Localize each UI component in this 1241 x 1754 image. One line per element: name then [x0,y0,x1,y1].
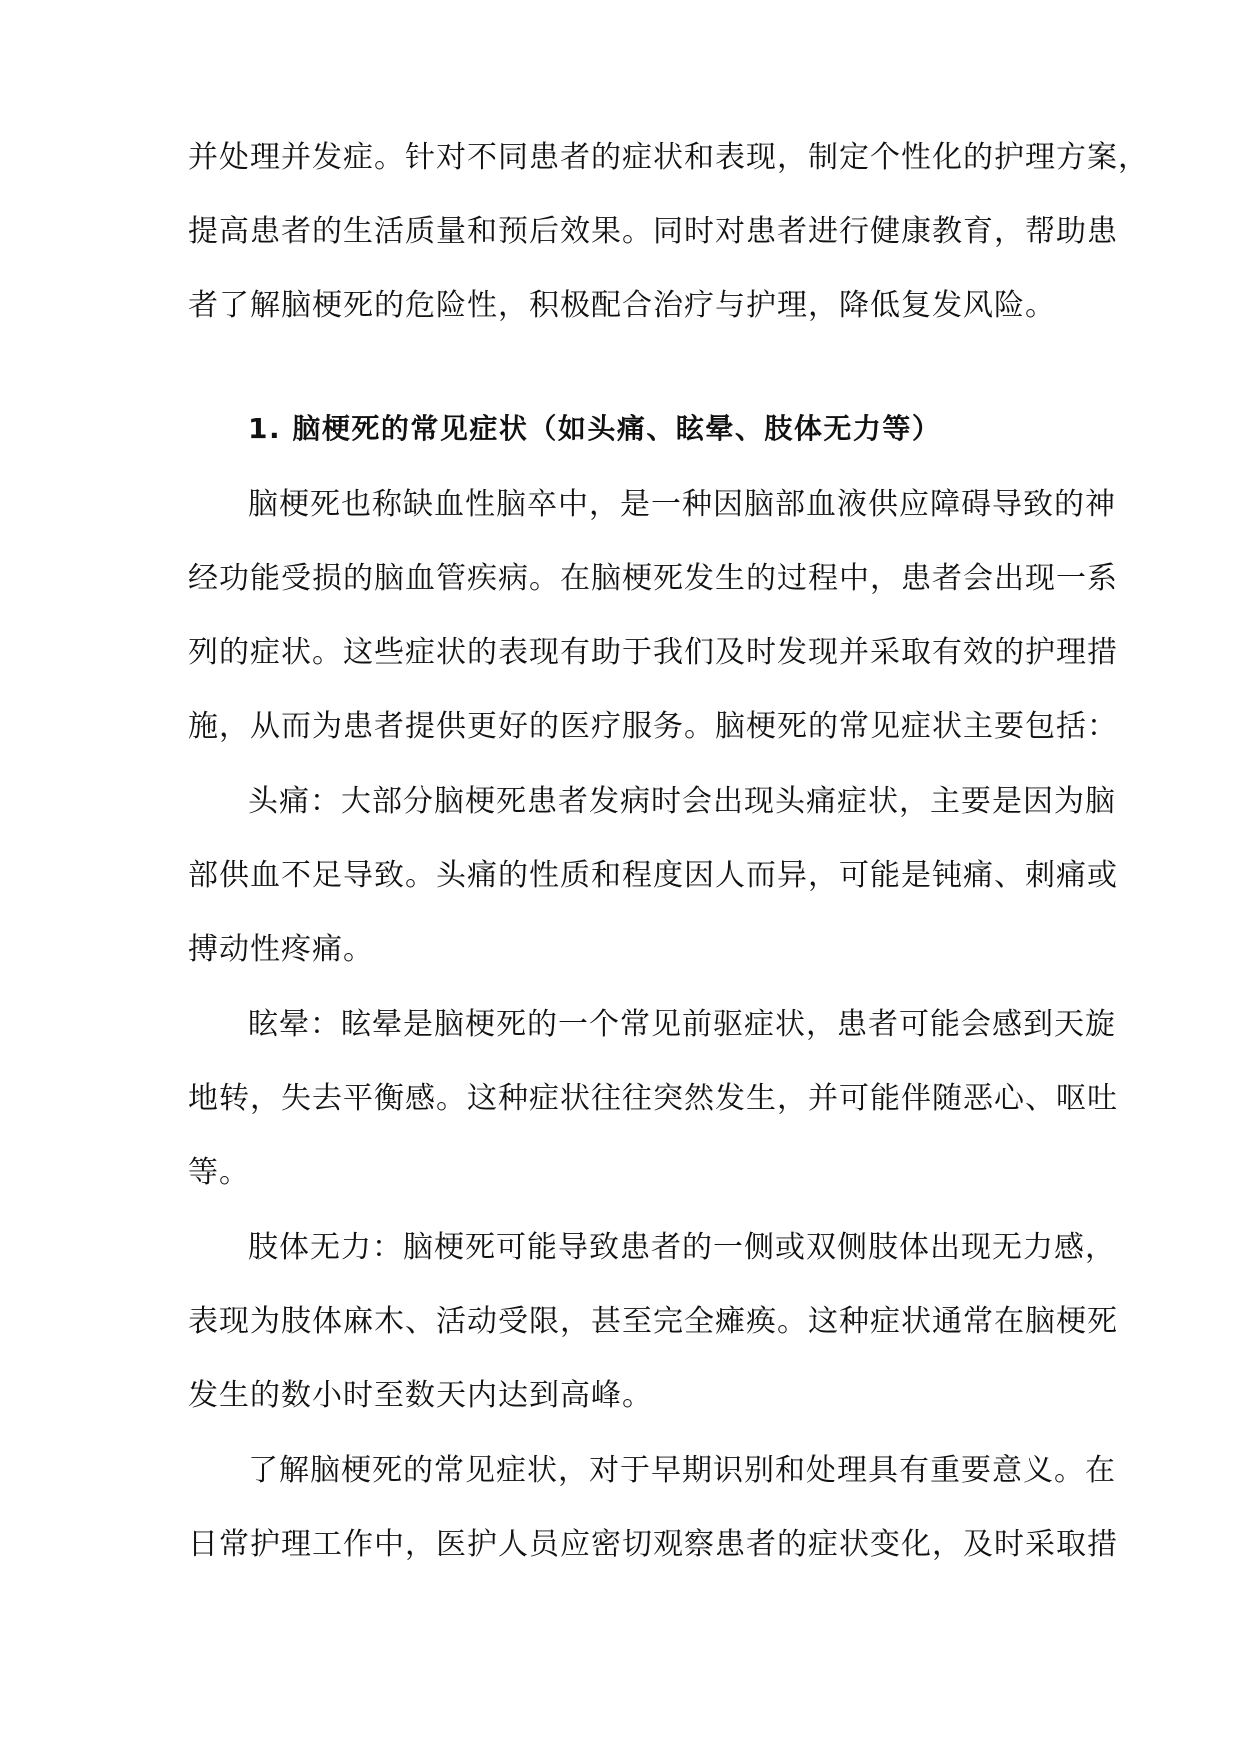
paragraph-line: 地转，失去平衡感。这种症状往往突然发生，并可能伴随恶心、呕吐 [188,1081,1118,1116]
paragraph-line: 肢体无力：脑梗死可能导致患者的一侧或双侧肢体出现无力感， [248,1230,1116,1265]
paragraph-line: 并处理并发症。针对不同患者的症状和表现，制定个性化的护理方案， [188,140,1149,175]
paragraph-line: 日常护理工作中，医护人员应密切观察患者的症状变化，及时采取措 [188,1527,1118,1562]
paragraph-line: 提高患者的生活质量和预后效果。同时对患者进行健康教育，帮助患 [188,214,1118,249]
paragraph-line: 头痛：大部分脑梗死患者发病时会出现头痛症状，主要是因为脑 [248,784,1116,819]
paragraph-line: 列的症状。这些症状的表现有助于我们及时发现并采取有效的护理措 [188,635,1118,670]
paragraph-line: 表现为肢体麻木、活动受限，甚至完全瘫痪。这种症状通常在脑梗死 [188,1304,1118,1339]
paragraph-line: 了解脑梗死的常见症状，对于早期识别和处理具有重要意义。在 [248,1453,1116,1488]
paragraph-line: 者了解脑梗死的危险性，积极配合治疗与护理，降低复发风险。 [188,288,1056,323]
paragraph-line: 施，从而为患者提供更好的医疗服务。脑梗死的常见症状主要包括： [188,709,1118,744]
paragraph-line: 搏动性疼痛。 [188,932,374,967]
section-heading: 1. 脑梗死的常见症状（如头痛、眩晕、肢体无力等） [248,412,942,445]
paragraph-line: 眩晕：眩晕是脑梗死的一个常见前驱症状，患者可能会感到天旋 [248,1007,1116,1042]
paragraph-line: 经功能受损的脑血管疾病。在脑梗死发生的过程中，患者会出现一系 [188,561,1118,596]
paragraph-line: 发生的数小时至数天内达到高峰。 [188,1378,653,1413]
paragraph-line: 脑梗死也称缺血性脑卒中，是一种因脑部血液供应障碍导致的神 [248,487,1116,522]
paragraph-line: 部供血不足导致。头痛的性质和程度因人而异，可能是钝痛、刺痛或 [188,858,1118,893]
paragraph-line: 等。 [188,1155,250,1190]
